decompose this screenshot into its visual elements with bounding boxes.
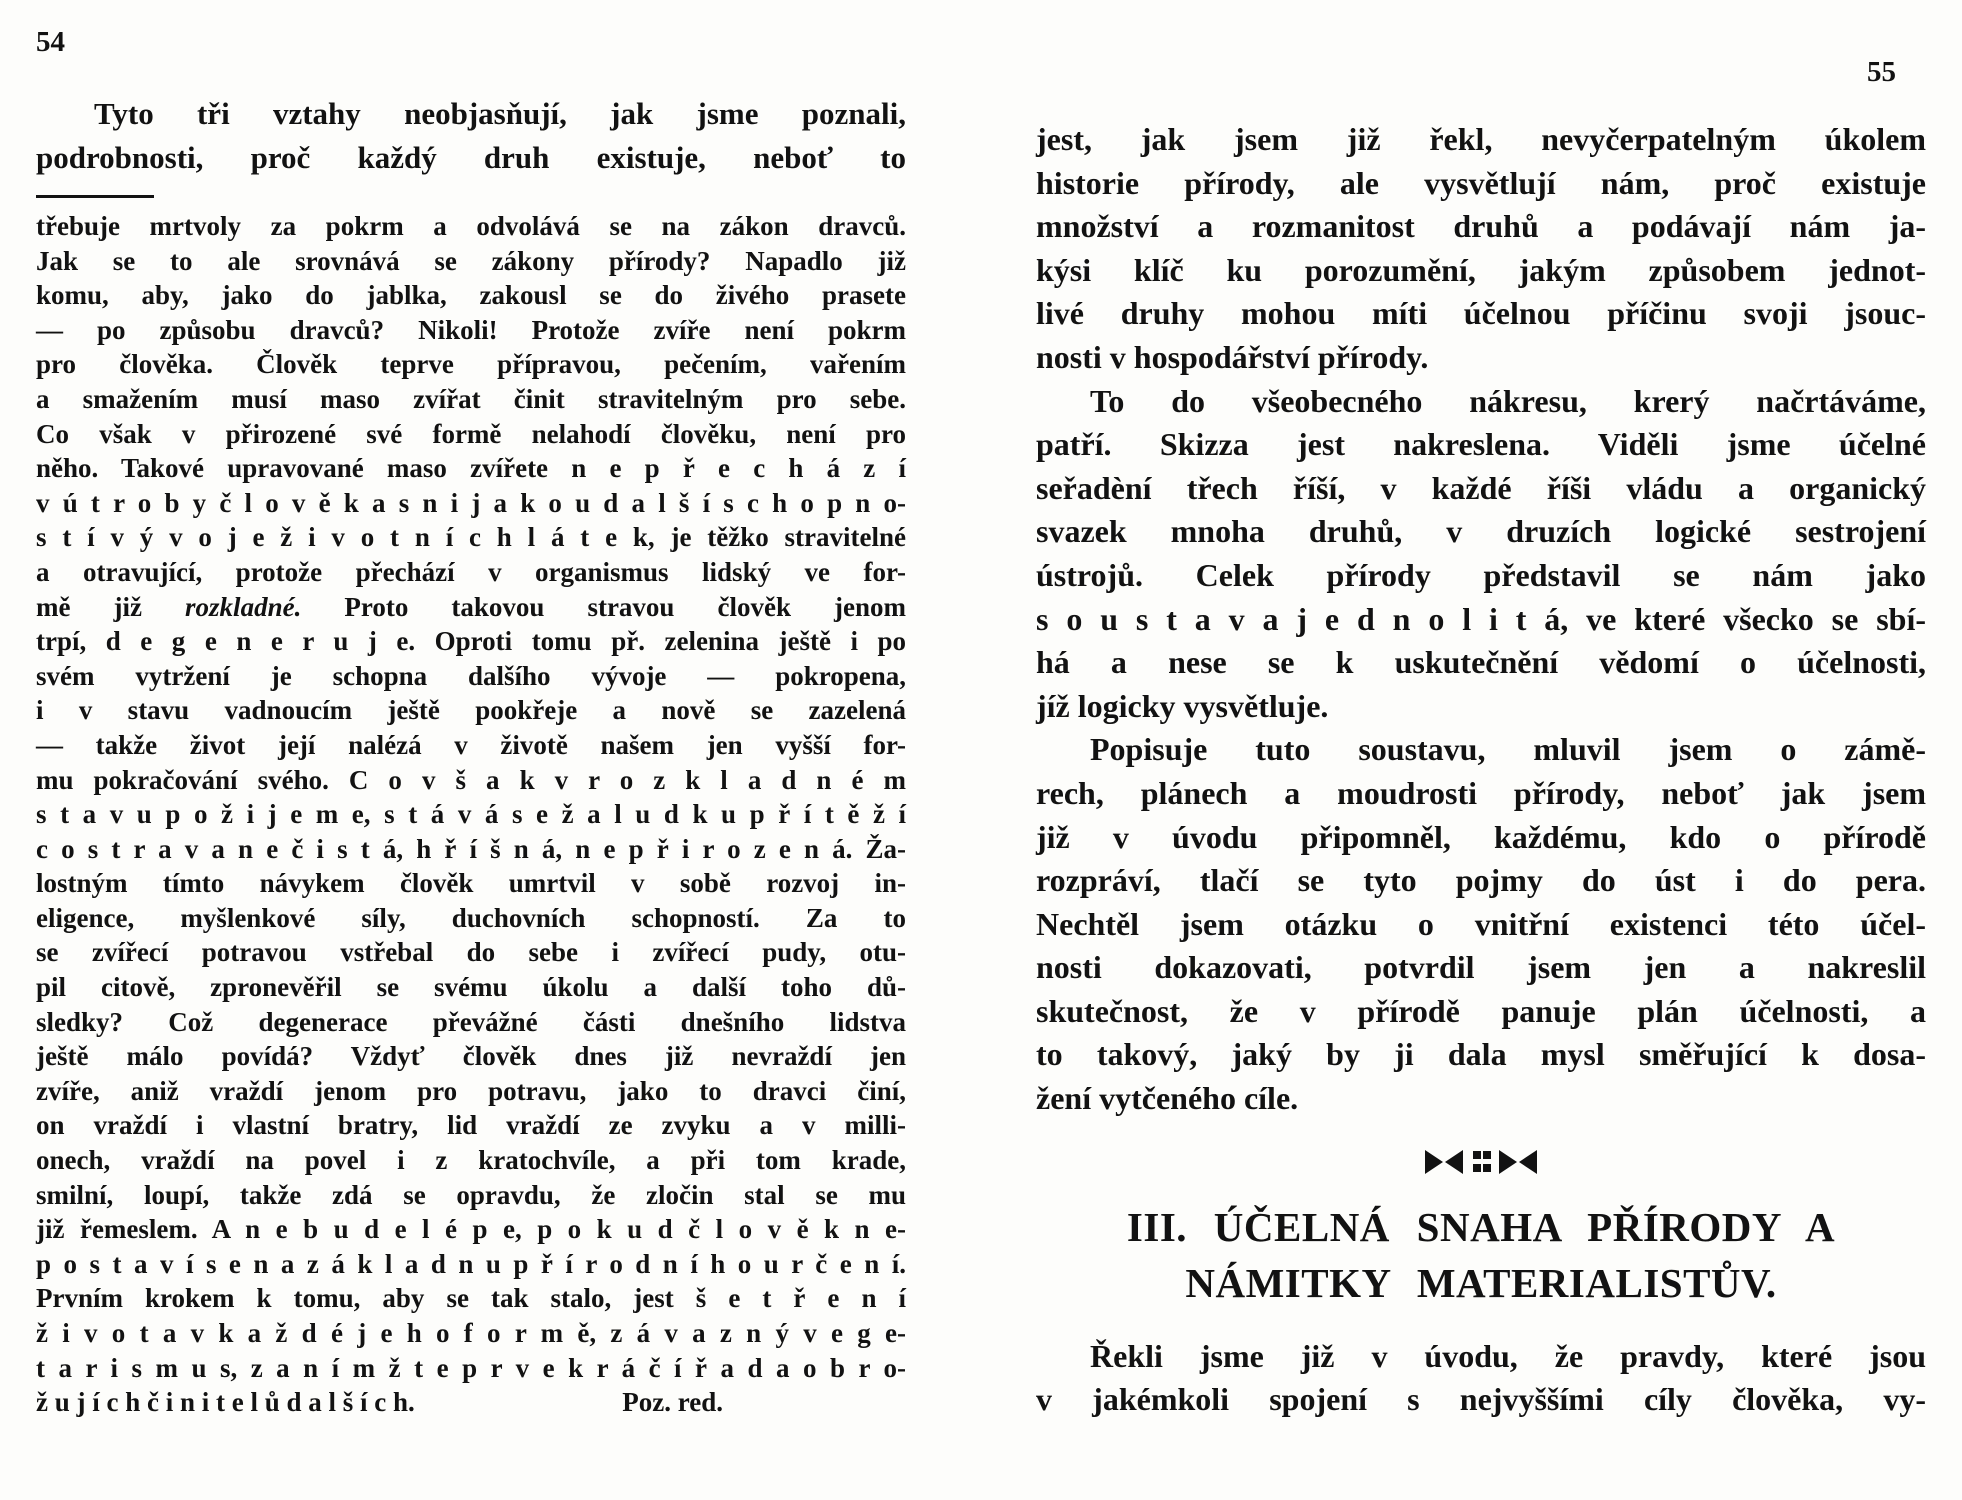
text-line: jest, jak jsem již řekl, nevyčerpatelným úkolem [1036,121,1926,157]
chapter-heading-line-1: III. ÚČELNÁ SNAHA PŘÍRODY A [1126,1203,1836,1250]
text-line: skutečnost, že v přírodě panuje plán účelnosti, a [1036,992,1926,1029]
text-line: množství a rozmanitost druhů a podávají nám ja- [1036,208,1926,245]
text-line: se zvířecí potravou vstřebal do sebe i zvířecí pudy, otu- [36,937,906,968]
italic-text: rozkladné. [185,591,302,622]
text-line: To do všeobecného nákresu, krerý načrtáváme, [1090,382,1926,419]
text-line: kýsi klíč ku porozumění, jakým způsobem jednot- [1036,251,1926,288]
text-line: eligence, myšlenkové síly, duchovních schopností. Za to [36,902,906,933]
text-line: nosti v hospodářství přírody. [1036,338,1429,375]
text-line: a otravující, protože přechází v organismus lidský ve for- [36,556,906,587]
text-line: há a nese se k uskutečnění vědomí o účelnosti, [1036,644,1926,681]
text-line: ž i v o t a v k a ž d é j e h o f o r m ě, z á v a z n ý v e g e- [36,1318,906,1348]
text-line: ještě málo povídá? Vždyť člověk dnes již nevraždí jen [36,1041,906,1072]
text-line: již řemeslem. A n e b u d e l é p e, p o k u d č l o v ě k n e- [36,1214,906,1245]
text-line: s t í v ý v o j e ž i v o t n í c h l á t e k, je těžko stravitelné [36,522,906,553]
text-line: jíž logicky vysvětluje. [1036,687,1329,724]
text-line: s o u s t a v a j e d n o l i t á, ve které všecko se sbí- [1036,600,1926,637]
page-right [1036,56,1926,1422]
text-line: rech, plánech a moudrosti přírody, neboť jak jsem [1036,774,1926,811]
text-line: p o s t a v í s e n a z á k l a d n u p ř í r o d n í h o u r č e n í. [36,1248,906,1279]
text-line: livé druhy mohou míti účelnou příčinu svoji jsouc- [1036,295,1926,332]
footnote-last-line [36,1385,906,1420]
left-body-paragraph [36,92,906,180]
section-divider [1036,1147,1926,1177]
text-line: s t a v u p o ž i j e m e, s t á v á s e ž a l u d k u p ř í t ě ž í [36,799,906,830]
printer-ornament-icon [1425,1147,1537,1177]
text-line: svém vytržení je schopna dalšího vývoje — pokropena, [36,660,906,691]
chapter-heading [1036,1199,1926,1311]
right-body-paragraphs [1036,118,1926,1121]
footnote-block [36,209,906,1385]
chapter-heading-line-2: NÁMITKY MATERIALISTŮV. [1185,1259,1777,1306]
text-line: svazek mnoha druhů, v druzích logické sestrojení [1036,513,1926,550]
text-line: komu, aby, jako do jablka, zakousl se do živého prasete [36,280,906,311]
text-line: Popisuje tuto soustavu, mluvil jsem o zámě- [1090,731,1926,768]
text-line: i v stavu vadnoucím ještě pookřeje a nově se zazelená [36,695,906,726]
text-line: ústrojů. Celek přírody představil se nám jako [1036,556,1926,593]
text-line: podrobnosti, proč každý druh existuje, neboť to [36,140,906,175]
text-line: seřadèní třech říší, v každé říši vládu a organický [1036,469,1926,506]
text-segment: mě již [36,591,186,622]
page-left [36,26,906,1420]
text-line: něho. Takové upravované maso zvířete n e p ř e c h á z í [36,453,906,484]
text-line: Prvním krokem k tomu, aby se tak stalo, jest š e t ř e n í [36,1283,906,1314]
text-segment: Proto takovou stravou člověk jenom [301,591,906,622]
chapter-opening-paragraph [1036,1335,1926,1422]
text-line: trpí, d e g e n e r u j e. Oproti tomu př. zelenina ještě i po [36,626,906,657]
text-line: on vraždí i vlastní bratry, lid vraždí ze zvyku a v milli- [36,1110,906,1141]
footnote-last-text: ž u j í c h č i n i t e l ů d a l š í c h. [36,1387,415,1418]
text-line: — takže život její nalézá v životě našem jen vyšší for- [36,729,906,760]
text-line: pil citově, zpronevěřil se svému úkolu a další toho dů- [36,972,906,1003]
text-line: nosti dokazovati, potvrdil jsem jen a nakreslil [1036,949,1926,986]
text-line: pro člověka. Člověk teprve přípravou, pečením, vařením [36,349,906,380]
text-line: třebuje mrtvoly za pokrm a odvolává se na zákon dravců. [36,211,906,241]
text-line: lostným tímto návykem člověk umrtvil v sobě rozvoj in- [36,868,906,899]
text-line: a smažením musí maso zvířat činit stravitelným pro sebe. [36,383,906,414]
text-line: patří. Skizza jest nakreslena. Viděli jsme účelné [1036,426,1926,463]
text-line: již v úvodu připomněl, každému, kdo o přírodě [1036,818,1926,855]
text-line: Nechtěl jsem otázku o vnitřní existenci této účel- [1036,905,1926,942]
footnote-signature: Poz. red. [622,1387,723,1418]
text-line: mu pokračování svého. C o v š a k v r o z k l a d n é m [36,764,906,795]
text-line: Tyto tři vztahy neobjasňují, jak jsme poznali, [94,96,906,131]
text-line: t a r i s m u s, z a n í m ž t e p r v e k r á č í ř a d a o b r o- [36,1352,906,1383]
text-line: — po způsobu dravců? Nikoli! Protože zvíře není pokrm [36,314,906,345]
text-line: c o s t r a v a n e č i s t á, h ř í š n á, n e p ř i r o z e n á. Ža- [36,833,906,864]
text-line: rozpráví, tlačí se tyto pojmy do úst i do pera. [1036,862,1926,899]
text-line: v ú t r o b y č l o v ě k a s n i j a k o u d a l š í s c h o p n o- [36,487,906,518]
text-line: v jakémkoli spojení s nejvyššími cíly člověka, vy- [1036,1381,1926,1418]
text-line: historie přírody, ale vysvětlují nám, proč existuje [1036,164,1926,201]
text-line: Řekli jsme již v úvodu, že pravdy, které jsou [1090,1337,1926,1374]
text-line: Co však v přirozené své formě nelahodí člověku, není pro [36,418,906,449]
text-line: Jak se to ale srovnává se zákony přírody? Napadlo již [36,245,906,276]
page-number-right: 55 [1867,56,1896,88]
text-line [36,590,906,625]
page-number-left: 54 [36,26,65,58]
footnote-separator-rule [36,195,154,198]
text-line: zvíře, aniž vraždí jenom pro potravu, jako to dravci činí, [36,1075,906,1106]
text-line: žení vytčeného cíle. [1036,1080,1299,1117]
text-line: to takový, jaký by ji dala mysl směřující k dosa- [1036,1036,1926,1073]
text-line: sledky? Což degenerace převážné části dnešního lidstva [36,1006,906,1037]
text-line: smilní, loupí, takže zdá se opravdu, že zločin stal se mu [36,1179,906,1210]
text-line: onech, vraždí na povel i z kratochvíle, a při tom krade, [36,1145,906,1176]
